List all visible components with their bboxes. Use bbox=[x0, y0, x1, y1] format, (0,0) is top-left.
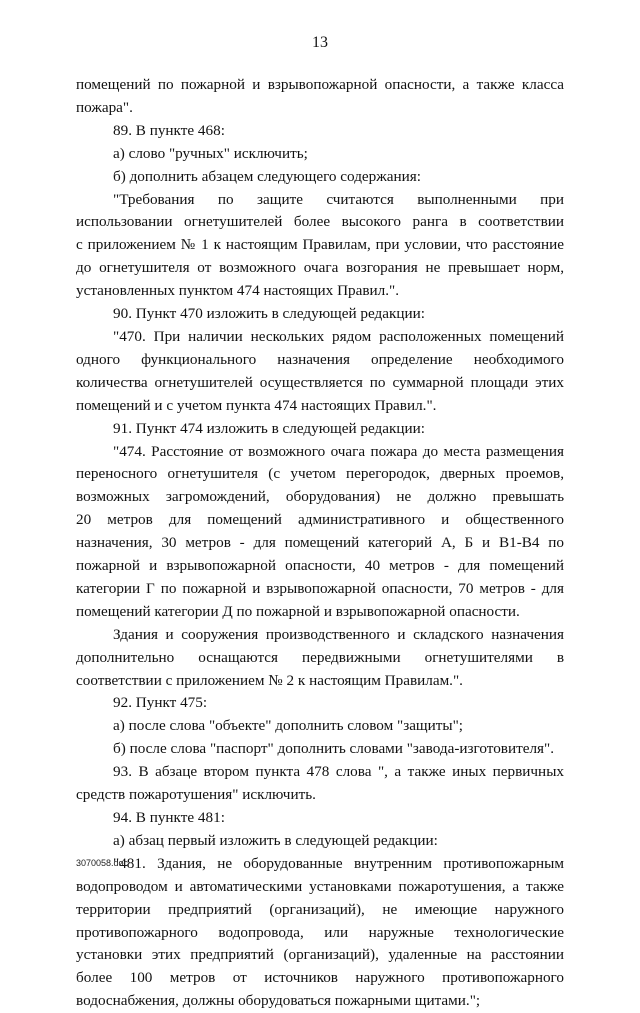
text-line: установки этих предприятий (организаций), удаленные на расстоянии bbox=[76, 946, 564, 964]
text-line: 92. Пункт 475: bbox=[113, 694, 208, 712]
document-body bbox=[76, 74, 564, 1013]
text-line: Здания и сооружения производственного и складского назначения bbox=[113, 625, 564, 643]
text-line: одного функционального назначения определение необходимого bbox=[76, 350, 564, 368]
text-line: 91. Пункт 474 изложить в следующей редакции: bbox=[113, 419, 426, 437]
text-line: 89. В пункте 468: bbox=[113, 121, 225, 139]
text-line: с приложением № 1 к настоящим Правилам, при условии, что расстояние bbox=[76, 236, 564, 254]
text-line: противопожарного водопровода, или наружные технологические bbox=[76, 923, 564, 941]
text-line: помещений категории Д по пожарной и взрывопожарной опасности. bbox=[76, 602, 520, 620]
text-line: "474. Расстояние от возможного очага пожара до места размещения bbox=[113, 442, 564, 460]
page-number: 13 bbox=[312, 34, 328, 51]
text-line: переносного огнетушителя (с учетом перегородок, дверных проемов, bbox=[76, 465, 564, 483]
text-line: а) абзац первый изложить в следующей редакции: bbox=[113, 831, 438, 849]
text-line: пожарной и взрывопожарной опасности, 40 метров - для помещений bbox=[76, 557, 564, 575]
text-line: "470. При наличии нескольких рядом расположенных помещений bbox=[113, 327, 564, 345]
text-line: "481. Здания, не оборудованные внутренним противопожарным bbox=[113, 854, 564, 872]
text-line: водопроводом и автоматическими установками пожаротушения, а также bbox=[76, 877, 564, 895]
text-line: 93. В абзаце втором пункта 478 слова ", а также иных первичных bbox=[113, 763, 564, 781]
text-line: соответствии с приложением № 2 к настоящим Правилам.". bbox=[76, 671, 463, 689]
text-line: б) дополнить абзацем следующего содержания: bbox=[113, 167, 421, 185]
text-line: категории Г по пожарной и взрывопожарной опасности, 70 метров - для bbox=[76, 579, 564, 597]
text-line: количества огнетушителей осуществляется по суммарной площади этих bbox=[76, 373, 564, 391]
text-line: помещений по пожарной и взрывопожарной опасности, а также класса bbox=[76, 76, 564, 93]
file-name-footer: 3070058.doc bbox=[76, 858, 129, 868]
text-line: средств пожаротушения" исключить. bbox=[76, 786, 316, 804]
text-line: а) слово "ручных" исключить; bbox=[113, 144, 308, 162]
text-line: пожара". bbox=[76, 98, 133, 116]
text-line: до огнетушителя от возможного очага возгорания не превышает норм, bbox=[76, 259, 564, 277]
text-line: более 100 метров от источников наружного противопожарного bbox=[76, 969, 564, 987]
text-line: назначения, 30 метров - для помещений категорий А, Б и В1-В4 по bbox=[76, 534, 564, 552]
text-line: помещений и с учетом пункта 474 настоящих Правил.". bbox=[76, 396, 437, 414]
text-line: "Требования по защите считаются выполненными при bbox=[113, 190, 564, 208]
text-line: а) после слова "объекте" дополнить словом "защиты"; bbox=[113, 717, 464, 735]
text-line: использовании огнетушителей более высокого ранга в соответствии bbox=[76, 213, 564, 231]
text-line: дополнительно оснащаются передвижными огнетушителями в bbox=[76, 648, 564, 666]
text-line: установленных пунктом 474 настоящих Правил.". bbox=[76, 282, 400, 300]
text-line: 94. В пункте 481: bbox=[113, 809, 225, 826]
text-line: 90. Пункт 470 изложить в следующей редакции: bbox=[113, 305, 426, 323]
text-line: водоснабжения, должны оборудоваться пожарными щитами."; bbox=[76, 992, 481, 1010]
text-line: территории предприятий (организаций), не имеющие наружного bbox=[76, 900, 564, 918]
text-line: возможных загромождений, оборудования) не должно превышать bbox=[76, 488, 564, 506]
text-line: б) после слова "паспорт" дополнить словами "завода-изготовителя". bbox=[113, 740, 555, 758]
text-line: 20 метров для помещений административного и общественного bbox=[76, 511, 564, 529]
